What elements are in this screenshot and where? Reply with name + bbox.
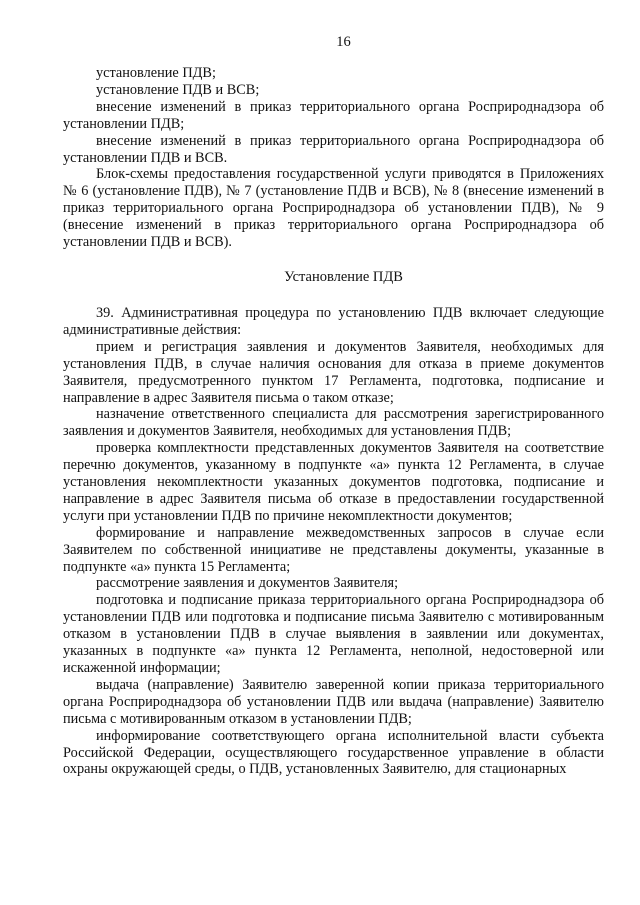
list-item: рассмотрение заявления и документов Заявителя;: [96, 575, 399, 592]
list-item: установление ПДВ и ВСВ;: [96, 81, 260, 98]
list-item: назначение ответственного специалиста для рассмотрения зарегистрированного заявления и документов Заявителя, необходимых для установления ПДВ;: [63, 406, 604, 440]
list-item: информирование соответствующего органа исполнительной власти субъекта Российской Федерации, осуществляющего государственное управление в области охраны окружающей среды, о ПДВ, установленных Заявителю, для стационарных: [63, 727, 604, 778]
list-item: внесение изменений в приказ территориального органа Росприроднадзора об установлении ПДВ и ВСВ.: [63, 132, 604, 166]
list-item: формирование и направление межведомственных запросов в случае если Заявителем по собственной инициативе не представлены документы, указанные в подпункте «а» пункта 15 Регламента;: [63, 524, 604, 575]
paragraph: Блок-схемы предоставления государственной услуги приводятся в Приложениях № 6 (установление ПДВ), № 7 (установление ПДВ и ВСВ), № 8 (внесение изменений в приказ территориального органа Росприроднадзора об установлении ПДВ), № 9 (внесение изменений в приказ территориального органа Росприроднадзора об установлении ПДВ и ВСВ).: [63, 166, 604, 251]
list-item: установление ПДВ;: [96, 65, 216, 81]
list-item: внесение изменений в приказ территориального органа Росприроднадзора об установлении ПДВ;: [63, 98, 604, 132]
paragraph: 39. Административная процедура по установлению ПДВ включает следующие административные действия:: [63, 304, 604, 338]
page-number: 16: [336, 34, 351, 50]
section-heading: Установление ПДВ: [284, 268, 403, 285]
list-item: подготовка и подписание приказа территориального органа Росприроднадзора об установлении ПДВ или подготовка и подписание письма Заявителю с мотивированным отказом в установлении ПДВ в случае выявления в заявлении или документах, указанных в подпункте «а» пункта 12 Регламента, неполной, недостоверной или искаженной информации;: [63, 592, 604, 676]
list-item: прием и регистрация заявления и документов Заявителя, необходимых для установления ПДВ, в случае наличия основания для отказа в приеме документов Заявителя, предусмотренного пунктом 17 Регламента, подготовка, подписание и направление в адрес Заявителя письма о таком отказе;: [63, 338, 604, 406]
list-item: выдача (направление) Заявителю заверенной копии приказа территориального органа Росприроднадзора об установлении ПДВ или выдача (направление) Заявителю письма с мотивированным отказом в установлении ПДВ;: [63, 676, 604, 727]
list-item: проверка комплектности представленных документов Заявителя на соответствие перечню документов, указанному в подпункте «а» пункта 12 Регламента, в случае установления некомплектности указанных документов подготовка, подписание и направление в адрес Заявителя письма об отказе в предоставлении государственной услуги при установлении ПДВ по причине некомплектности документов;: [63, 440, 604, 524]
